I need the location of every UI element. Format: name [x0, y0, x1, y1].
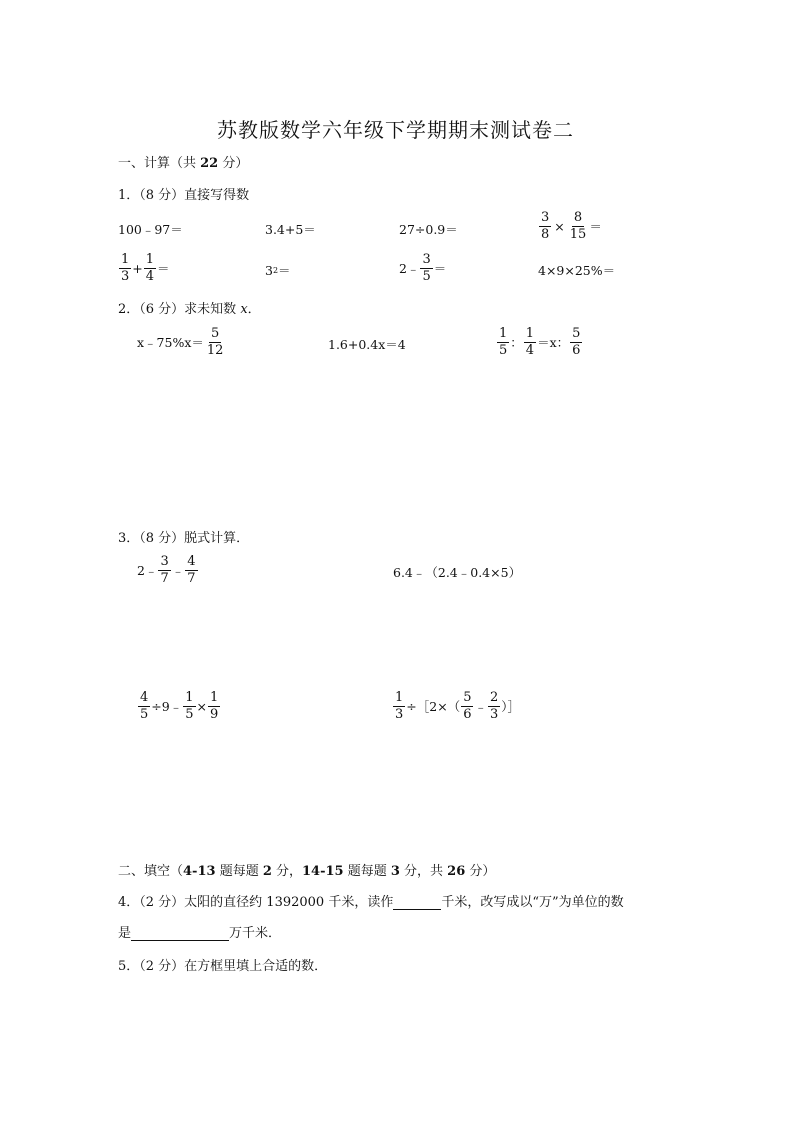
numerator: 1	[185, 690, 194, 705]
page-title: 苏教版数学六年级下学期期末测试卷二	[217, 118, 574, 142]
q4-text: 千米，改写成以“万”为单位的数	[441, 895, 624, 910]
heading-text: 题每题	[215, 864, 263, 879]
denominator: 4	[145, 268, 155, 284]
fraction	[488, 691, 500, 721]
denominator: 4	[525, 342, 535, 358]
expression-middle: ÷9﹣	[151, 699, 183, 715]
numerator: 5	[572, 326, 581, 341]
heading-bold: 2	[262, 864, 272, 879]
q3-expression-1	[137, 555, 199, 585]
expression-middle: ÷［2×（	[406, 699, 461, 715]
denominator: 9	[209, 706, 219, 722]
operator: ×	[196, 698, 207, 714]
equation-text: x﹣75%x＝	[137, 335, 204, 351]
fraction	[524, 327, 536, 357]
equation-middle: ＝x：	[537, 335, 570, 351]
power-base: 3	[265, 262, 273, 278]
q1-row2-a	[118, 253, 170, 283]
equals: ＝	[278, 263, 291, 278]
fraction	[539, 211, 551, 241]
heading-text: 分，共	[399, 864, 448, 879]
power-exponent: 2	[272, 265, 279, 275]
q1-label: 1．（8 分）直接写得数	[118, 188, 250, 203]
heading-text: 分，	[271, 864, 303, 879]
section-2-heading	[118, 860, 495, 879]
heading-text: 分）	[465, 864, 496, 879]
fraction	[183, 691, 195, 721]
fraction	[119, 253, 131, 283]
q4-line-1	[118, 891, 624, 910]
q3-expression-4	[392, 691, 520, 721]
q3-expression-2: 6.4﹣（2.4﹣0.4×5）	[393, 565, 522, 580]
numerator: 1	[499, 326, 508, 341]
expression-end: ）］	[501, 699, 521, 715]
q2-label-text: 2．（6 分）求未知数	[118, 302, 241, 317]
denominator: 3	[395, 706, 404, 722]
denominator: 5	[140, 706, 149, 722]
heading-bold: 4-13	[183, 864, 216, 879]
q1-row1-b: 3.4+5＝	[265, 222, 316, 237]
fraction	[158, 555, 170, 585]
expression-prefix: 2﹣	[399, 261, 420, 277]
q4-line-2	[118, 922, 281, 941]
numerator: 5	[211, 326, 220, 341]
fraction	[393, 691, 405, 721]
operator: ﹣	[474, 699, 487, 715]
numerator: 2	[489, 690, 499, 705]
section-1-heading-suffix: 分）	[218, 156, 249, 171]
section-1-points: 22	[200, 156, 219, 171]
fraction	[144, 253, 156, 283]
denominator: 5	[185, 706, 194, 722]
expression-prefix: 2﹣	[137, 563, 158, 579]
fraction	[185, 555, 197, 585]
q2-equation-2: 1.6+0.4x＝4	[328, 337, 406, 352]
numerator: 8	[573, 210, 583, 225]
fraction	[461, 691, 473, 721]
operator: ×	[554, 218, 565, 234]
fraction	[497, 327, 509, 357]
numerator: 4	[140, 690, 149, 705]
denominator: 3	[489, 706, 499, 722]
q2-variable: x	[240, 302, 248, 317]
denominator: 8	[541, 226, 550, 242]
answer-blank-wan[interactable]	[131, 926, 229, 941]
denominator: 6	[572, 342, 581, 358]
q1-row1-d	[538, 211, 602, 241]
numerator: 1	[121, 252, 130, 267]
q1-row1-a: 100﹣97＝	[118, 222, 183, 237]
q1-row1-c: 27÷0.9＝	[399, 222, 458, 237]
ratio-separator: ：	[510, 335, 523, 351]
q5-label: 5．（2 分）在方框里填上合适的数．	[118, 959, 328, 974]
denominator: 7	[160, 570, 169, 586]
heading-bold: 14-15	[302, 864, 344, 879]
numerator: 3	[422, 252, 431, 267]
denominator: 3	[121, 268, 130, 284]
heading-bold: 3	[390, 864, 400, 879]
numerator: 3	[160, 554, 169, 569]
equals: ＝	[157, 261, 170, 277]
q1-row2-d: 4×9×25%＝	[538, 263, 616, 278]
denominator: 7	[187, 570, 196, 586]
q3-expression-3	[137, 691, 221, 721]
operator: +	[132, 260, 143, 276]
fraction	[420, 253, 432, 283]
denominator: 5	[499, 342, 508, 358]
numerator: 1	[395, 690, 404, 705]
q4-text: 万千米．	[229, 926, 282, 941]
q4-text: 4．（2 分）太阳的直径约 1392000 千米，读作	[118, 895, 394, 910]
numerator: 5	[463, 690, 472, 705]
q4-text: 是	[118, 926, 132, 941]
equals: ＝	[433, 261, 447, 277]
denominator: 5	[422, 268, 431, 284]
q1-row2-c	[399, 253, 446, 283]
denominator: 12	[206, 342, 224, 358]
section-1-heading-prefix: 一、计算（共	[118, 156, 201, 171]
fraction	[208, 691, 220, 721]
answer-blank-reading[interactable]	[393, 895, 441, 910]
equals: ＝	[589, 219, 602, 235]
fraction	[568, 211, 589, 241]
q2-label-end: ．	[247, 302, 261, 317]
section-1-heading	[118, 152, 248, 171]
operator: ﹣	[171, 563, 185, 579]
q3-label: 3．（8 分）脱式计算．	[118, 531, 250, 546]
heading-text: 题每题	[343, 864, 391, 879]
fraction	[205, 327, 226, 357]
q2-equation-3	[496, 327, 583, 357]
numerator: 1	[525, 326, 535, 341]
denominator: 15	[569, 226, 587, 242]
denominator: 6	[463, 706, 472, 722]
q2-label	[118, 298, 261, 317]
numerator: 3	[541, 210, 550, 225]
numerator: 4	[187, 554, 196, 569]
fraction	[138, 691, 150, 721]
numerator: 1	[145, 252, 155, 267]
q2-equation-1	[137, 327, 226, 357]
q1-row2-b	[265, 261, 291, 279]
heading-bold: 26	[447, 864, 466, 879]
heading-text: 二、填空（	[118, 864, 184, 879]
numerator: 1	[209, 690, 219, 705]
fraction	[570, 327, 582, 357]
